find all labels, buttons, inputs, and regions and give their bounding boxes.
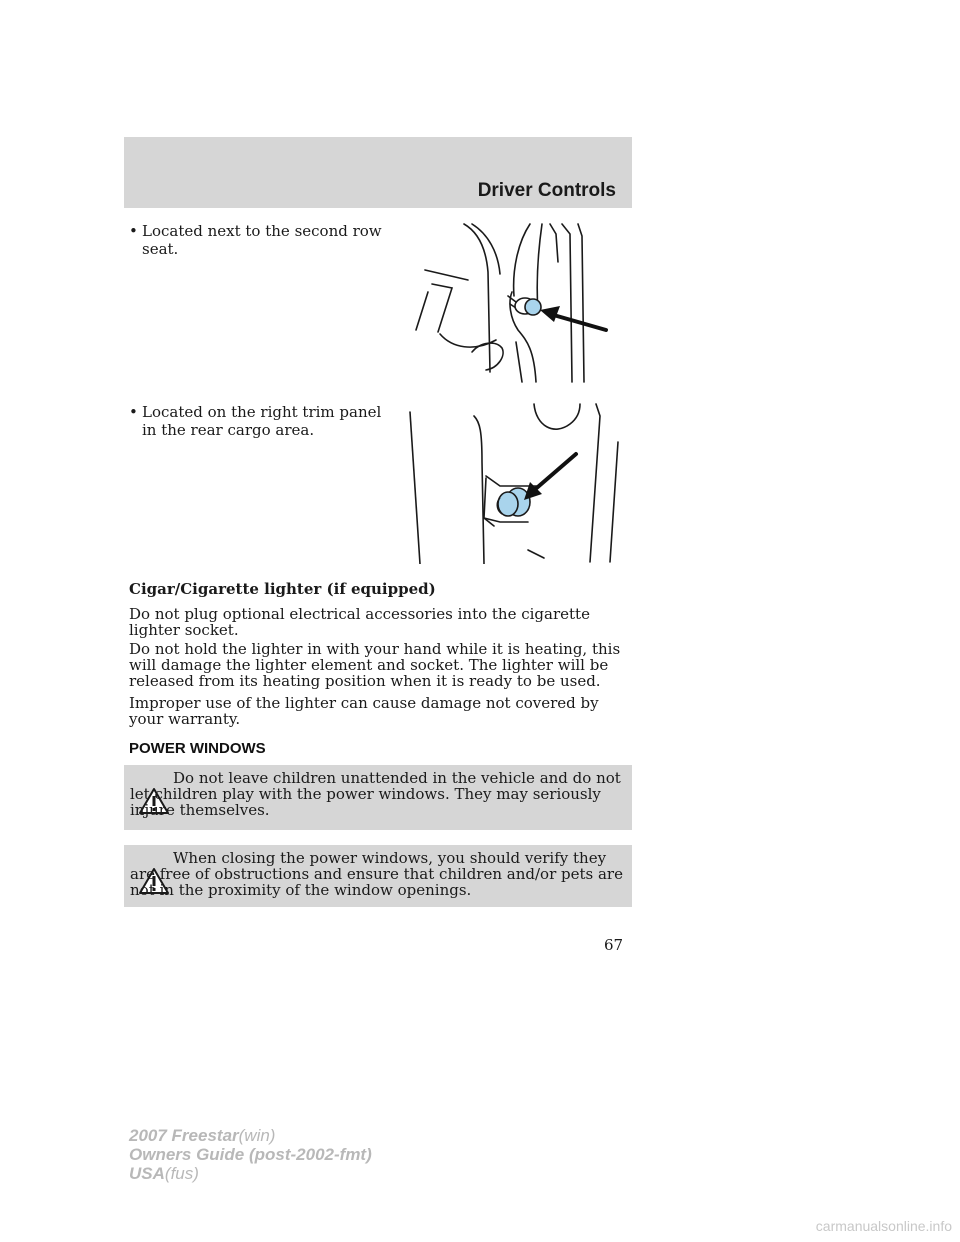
bullet-symbol: • bbox=[129, 222, 138, 240]
lighter-heading: Cigar/Cigarette lighter (if equipped) bbox=[129, 580, 436, 598]
footer-line-model bbox=[129, 1126, 275, 1145]
section-header-bar bbox=[124, 137, 632, 208]
cargo-area-power-point-illustration bbox=[404, 402, 630, 564]
footer-market-code: (fus) bbox=[164, 1164, 199, 1183]
footer-line-guide bbox=[129, 1145, 372, 1164]
lighter-paragraph-accessories: Do not plug optional electrical accessories into the cigarette lighter socket. bbox=[129, 605, 590, 639]
power-windows-heading: POWER WINDOWS bbox=[129, 740, 266, 757]
lighter-paragraph-warranty: Improper use of the lighter can cause damage not covered by your warranty. bbox=[129, 694, 599, 728]
warning-box-obstructions bbox=[124, 845, 632, 907]
lighter-paragraph-heating: Do not hold the lighter in with your hand while it is heating, this will damage the lighter element and socket. The lighter will be released from its heating position when it is ready to be used. bbox=[129, 640, 621, 690]
section-title: Driver Controls bbox=[477, 180, 616, 201]
warning-text-obstructions: When closing the power windows, you should verify they are free of obstructions and ensure that children and/or pets are not in the proximity of the window openings. bbox=[130, 849, 623, 899]
footer-model-code: (win) bbox=[238, 1126, 276, 1145]
page-number: 67 bbox=[604, 936, 624, 954]
bullet-text: Located next to the second row seat. bbox=[142, 222, 382, 258]
watermark-link[interactable]: carmanualsonline.info bbox=[815, 1218, 952, 1234]
warning-box-children bbox=[124, 765, 632, 830]
bullet-item-cargo-area bbox=[129, 403, 389, 439]
footer-market: USA bbox=[129, 1164, 165, 1183]
warning-text-children: Do not leave children unattended in the vehicle and do not let children play with the power windows. They may seriously injure themselves. bbox=[130, 769, 621, 819]
bullet-item-second-row bbox=[129, 222, 389, 258]
second-row-power-point-illustration bbox=[412, 222, 622, 384]
footer-line-market bbox=[129, 1164, 199, 1183]
footer-guide: Owners Guide (post-2002-fmt) bbox=[129, 1145, 372, 1164]
bullet-symbol: • bbox=[129, 403, 138, 421]
bullet-text: Located on the right trim panel in the rear cargo area. bbox=[142, 403, 382, 439]
footer-model: 2007 Freestar bbox=[129, 1126, 239, 1145]
